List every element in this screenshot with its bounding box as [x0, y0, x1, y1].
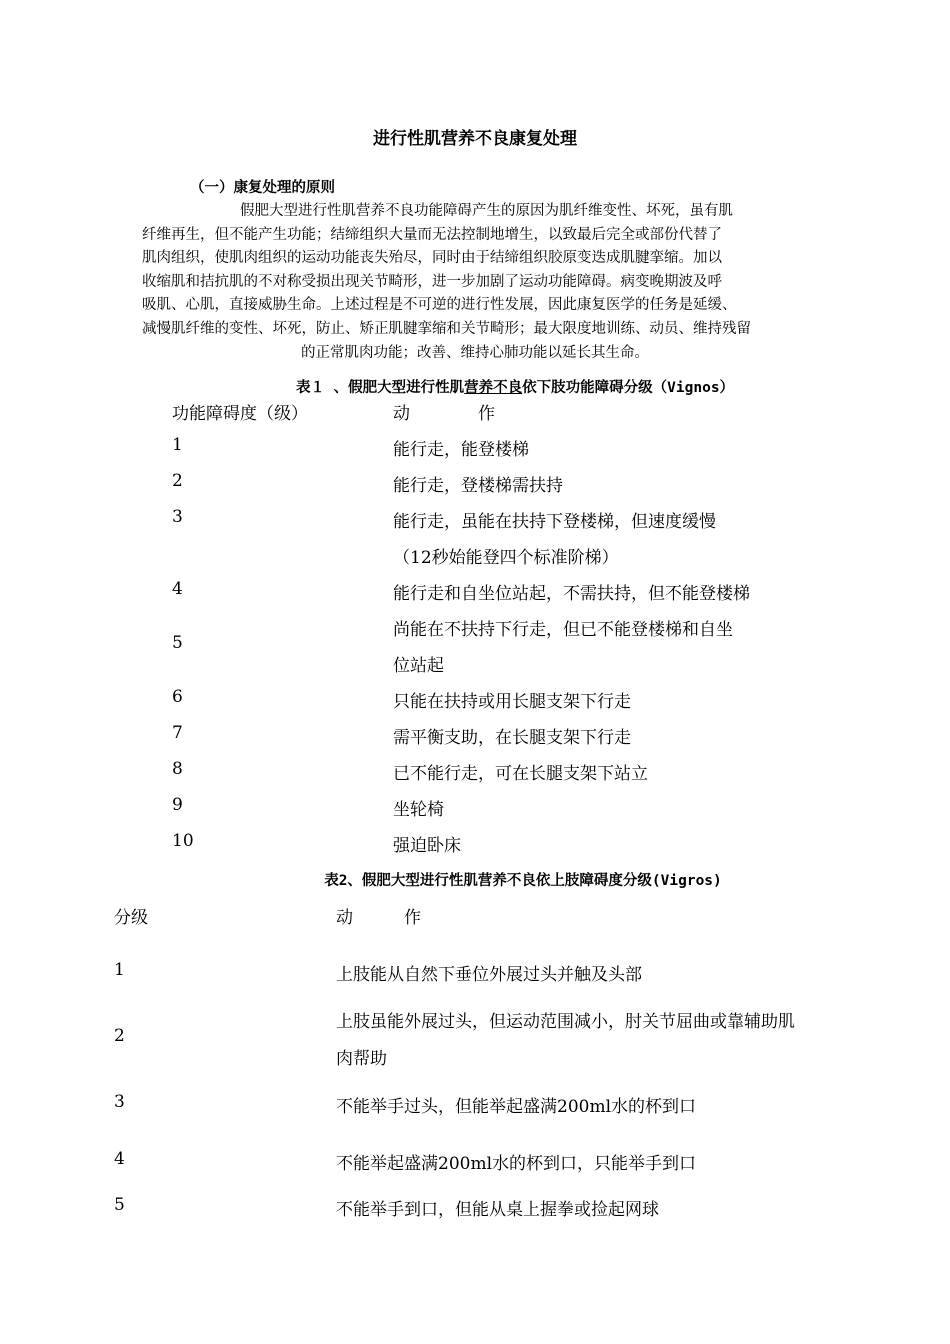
table1-row-grade: 8 — [172, 759, 183, 779]
body-paragraph — [142, 200, 808, 365]
table2-caption: 表2、假肥大型进行性肌营养不良依上肢障碍度分级(Vigros) — [324, 873, 722, 889]
paragraph-line: 纤维再生，但不能产生功能；结缔组织大量而无法控制地增生，以致最后完全或部份代替了 — [142, 226, 722, 243]
table1-row-grade: 9 — [172, 795, 183, 815]
table1-row-grade: 6 — [172, 687, 183, 707]
table2-row-action-continued: 肉帮助 — [336, 1049, 387, 1069]
paragraph-line: 收缩肌和拮抗肌的不对称受损出现关节畸形，进一步加剧了运动功能障碍。病变晚期波及呼 — [142, 273, 722, 290]
table1-caption — [40, 376, 950, 397]
table1-row-grade: 2 — [172, 471, 183, 491]
table1-caption-suffix: 依下肢功能障碍分级（Vignos） — [522, 380, 735, 396]
table2-header-action: 动 作 — [336, 908, 421, 928]
table2-row-action: 不能举手到口，但能从桌上握拳或捡起网球 — [336, 1200, 659, 1220]
table1-header-grade: 功能障碍度（级） — [172, 404, 308, 424]
table1-row-action-continued: （12秒始能登四个标准阶梯） — [393, 548, 619, 568]
paragraph-line: 减慢肌纤维的变性、坏死，防止、矫正肌腱挛缩和关节畸形；最大限度地训练、动员、维持残留 — [142, 320, 751, 337]
table1-caption-prefix: 表１ 、假肥大型进行性肌 — [295, 380, 465, 396]
table1-row-grade: 4 — [172, 579, 183, 599]
table1-row-action-continued: 位站起 — [393, 656, 444, 676]
table1-row-action: 能行走，能登楼梯 — [393, 440, 529, 460]
paragraph-line: 肌肉组织，使肌肉组织的运动功能丧失殆尽，同时由于结缔组织胶原变迭成肌腱挛缩。加以 — [142, 250, 722, 267]
table2-row-action: 上肢能从自然下垂位外展过头并触及头部 — [336, 965, 642, 985]
table2-row-grade: 5 — [114, 1195, 125, 1215]
table2-header-grade: 分级 — [114, 908, 148, 928]
paragraph-line: 的正常肌肉功能；改善、维持心肺功能以延长其生命。 — [301, 344, 649, 361]
table1-row-action: 坐轮椅 — [393, 800, 444, 820]
paragraph-line: 吸肌、心肌，直接威胁生命。上述过程是不可逆的进行性发展，因此康复医学的任务是延缓、 — [142, 297, 737, 314]
table1-row-grade: 7 — [172, 723, 183, 743]
document-title: 进行性肌营养不良康复处理 — [373, 129, 577, 149]
table1-row-action: 尚能在不扶持下行走，但已不能登楼梯和自坐 — [393, 620, 733, 640]
table1-row-action: 强迫卧床 — [393, 836, 461, 856]
table2-row-action: 不能举起盛满200ml水的杯到口，只能举手到口 — [336, 1154, 697, 1174]
table1-row-action: 能行走，虽能在扶持下登楼梯，但速度缓慢 — [393, 512, 716, 532]
table2-row-grade: 2 — [114, 1026, 125, 1046]
table1-row-grade: 1 — [172, 435, 183, 455]
table1-row-grade: 5 — [172, 633, 183, 653]
section-heading: （一）康复处理的原则 — [190, 180, 335, 196]
table1-row-action: 能行走，登楼梯需扶持 — [393, 476, 563, 496]
table1-row-action: 能行走和自坐位站起，不需扶持，但不能登楼梯 — [393, 584, 750, 604]
table2-row-grade: 4 — [114, 1149, 125, 1169]
table1-row-grade: 10 — [172, 831, 194, 851]
table2-row-grade: 1 — [114, 960, 125, 980]
table1-row-action: 已不能行走，可在长腿支架下站立 — [393, 764, 648, 784]
table2-row-grade: 3 — [114, 1092, 125, 1112]
table1-caption-underlined: 营养不良 — [464, 380, 523, 396]
table2-row-action: 不能举手过头，但能举起盛满200ml水的杯到口 — [336, 1097, 697, 1117]
table2-row-action: 上肢虽能外展过头，但运动范围减小，肘关节屈曲或靠辅助肌 — [336, 1012, 795, 1032]
table1-header-action: 动 作 — [393, 404, 495, 424]
table1-row-action: 需平衡支助，在长腿支架下行走 — [393, 728, 631, 748]
paragraph-line: 假肥大型进行性肌营养不良功能障碍产生的原因为肌纤维变性、坏死，虽有肌 — [240, 203, 733, 219]
table1-row-action: 只能在扶持或用长腿支架下行走 — [393, 692, 631, 712]
table1-row-grade: 3 — [172, 507, 183, 527]
